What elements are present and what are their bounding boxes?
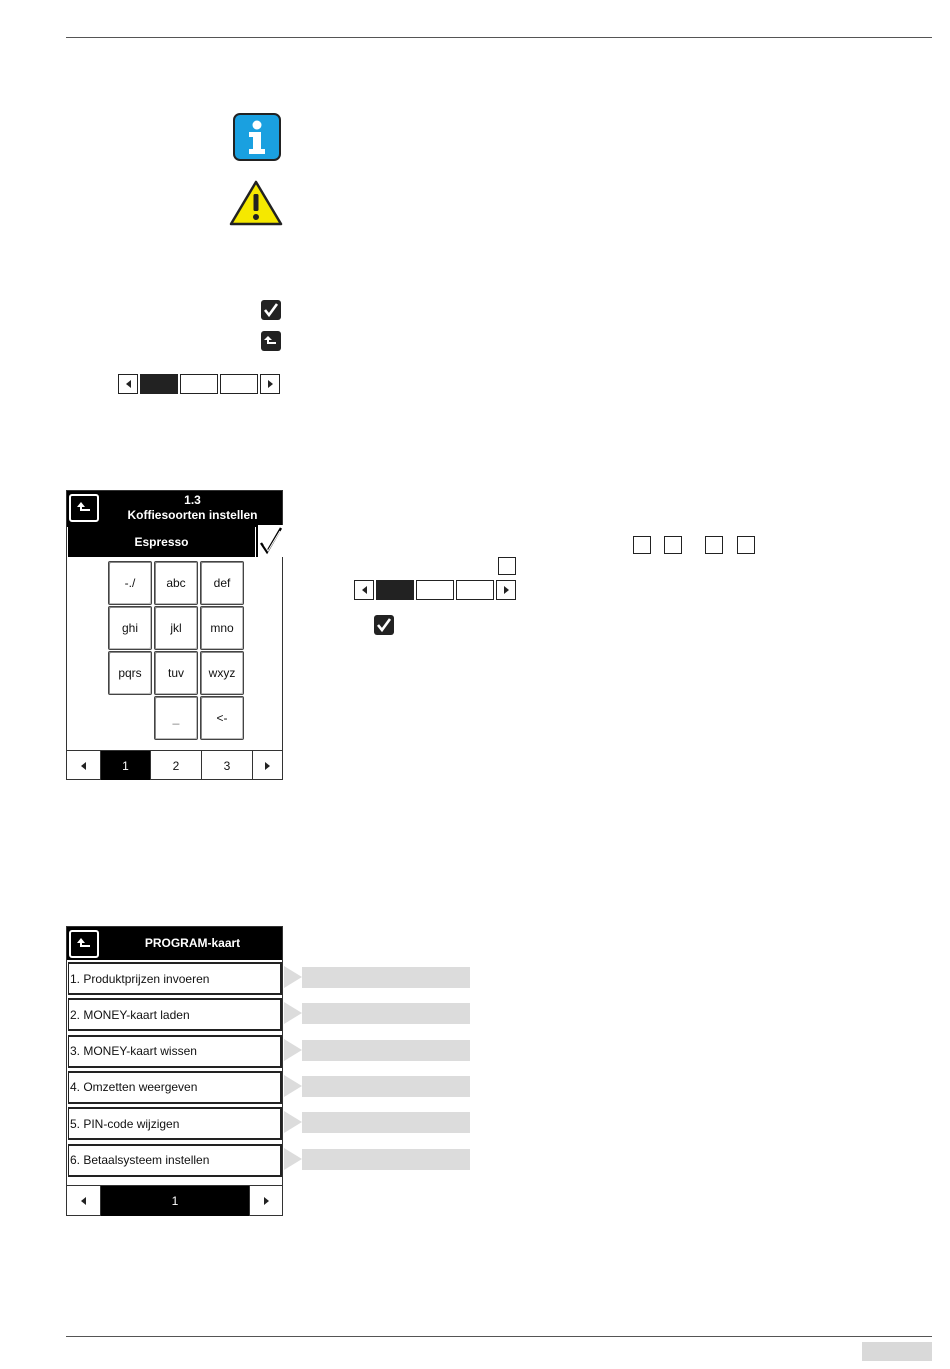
keypad-key[interactable]: tuv xyxy=(154,651,198,695)
page-cell[interactable] xyxy=(220,374,258,394)
page-cell[interactable] xyxy=(376,580,414,600)
next-button[interactable] xyxy=(253,751,282,780)
triangle-left-icon xyxy=(362,586,367,594)
back-arrow-icon xyxy=(75,936,93,952)
page-number-box xyxy=(862,1342,932,1361)
menu-pager xyxy=(67,1185,282,1216)
keypad-key[interactable]: wxyz xyxy=(200,651,244,695)
page-cell[interactable] xyxy=(140,374,178,394)
page-tab[interactable]: 3 xyxy=(202,751,253,780)
pager-strip-description xyxy=(354,580,518,600)
info-icon xyxy=(233,113,281,161)
triangle-left-icon xyxy=(81,762,86,770)
triangle-left-icon xyxy=(81,1197,86,1205)
page-navbar xyxy=(67,750,282,780)
menu-item[interactable]: 2. MONEY-kaart laden xyxy=(68,998,282,1031)
callout-arrow xyxy=(284,1148,470,1170)
triangle-right-icon xyxy=(268,380,273,388)
page-tab[interactable]: 2 xyxy=(151,751,202,780)
checkmark-icon xyxy=(374,615,394,635)
page-cell[interactable] xyxy=(456,580,494,600)
menu-item[interactable]: 3. MONEY-kaart wissen xyxy=(68,1035,282,1068)
screen-title: PROGRAM-kaart xyxy=(144,936,241,950)
keypad-key[interactable]: mno xyxy=(200,606,244,650)
triangle-right-icon xyxy=(265,762,270,770)
callout-arrow xyxy=(284,1075,470,1097)
menu-item[interactable]: 5. PIN-code wijzigen xyxy=(68,1107,282,1140)
menu-screen xyxy=(66,926,283,1216)
keypad-key[interactable]: -./ xyxy=(108,561,152,605)
callout-arrow xyxy=(284,1039,470,1061)
callout-arrow xyxy=(284,1111,470,1133)
keypad-key[interactable]: _ xyxy=(154,696,198,740)
pager-strip-legend xyxy=(118,374,282,394)
triangle-right-icon xyxy=(264,1197,269,1205)
text-entry-screen xyxy=(66,490,283,780)
key-symbol-box xyxy=(498,557,516,575)
checkmark-icon xyxy=(258,525,284,557)
entry-field[interactable]: Espresso xyxy=(68,527,255,557)
keypad-key[interactable]: <- xyxy=(200,696,244,740)
back-arrow-icon xyxy=(75,500,93,516)
keypad-key[interactable]: def xyxy=(200,561,244,605)
menu-item[interactable]: 6. Betaalsysteem instellen xyxy=(68,1144,282,1177)
prev-button[interactable] xyxy=(354,580,374,600)
menu-item[interactable]: 1. Produktprijzen invoeren xyxy=(68,962,282,995)
callout-arrow xyxy=(284,1002,470,1024)
page-cell[interactable] xyxy=(416,580,454,600)
prev-button[interactable] xyxy=(67,751,101,780)
key-symbol-box xyxy=(664,536,682,554)
menu-item[interactable]: 4. Omzetten weergeven xyxy=(68,1071,282,1104)
key-symbol-box xyxy=(705,536,723,554)
header-rule xyxy=(66,37,932,38)
page-cell[interactable] xyxy=(180,374,218,394)
keypad-key[interactable]: ghi xyxy=(108,606,152,650)
prev-button[interactable] xyxy=(67,1186,101,1216)
triangle-left-icon xyxy=(126,380,131,388)
back-arrow-icon xyxy=(261,331,281,351)
triangle-right-icon xyxy=(504,586,509,594)
next-button[interactable] xyxy=(496,580,516,600)
next-button[interactable] xyxy=(250,1186,282,1216)
confirm-button[interactable] xyxy=(256,525,284,557)
footer-rule xyxy=(66,1336,932,1337)
page-indicator: 1 xyxy=(101,1186,250,1216)
keypad-key[interactable]: pqrs xyxy=(108,651,152,695)
key-symbol-box xyxy=(633,536,651,554)
page-tab[interactable]: 1 xyxy=(101,751,151,780)
warning-icon xyxy=(229,180,283,226)
keypad-key[interactable]: jkl xyxy=(154,606,198,650)
key-symbol-box xyxy=(737,536,755,554)
next-button[interactable] xyxy=(260,374,280,394)
prev-button[interactable] xyxy=(118,374,138,394)
screen-header xyxy=(67,927,282,960)
keypad-key[interactable]: abc xyxy=(154,561,198,605)
callout-arrow xyxy=(284,966,470,988)
title-line2: Koffiesoorten instellen xyxy=(127,508,258,522)
back-button[interactable] xyxy=(69,494,99,522)
title-line1: 1.3 xyxy=(184,493,201,507)
screen-title xyxy=(103,493,282,523)
back-button[interactable] xyxy=(69,930,99,958)
screen-header xyxy=(67,491,282,527)
checkmark-icon xyxy=(261,300,281,320)
